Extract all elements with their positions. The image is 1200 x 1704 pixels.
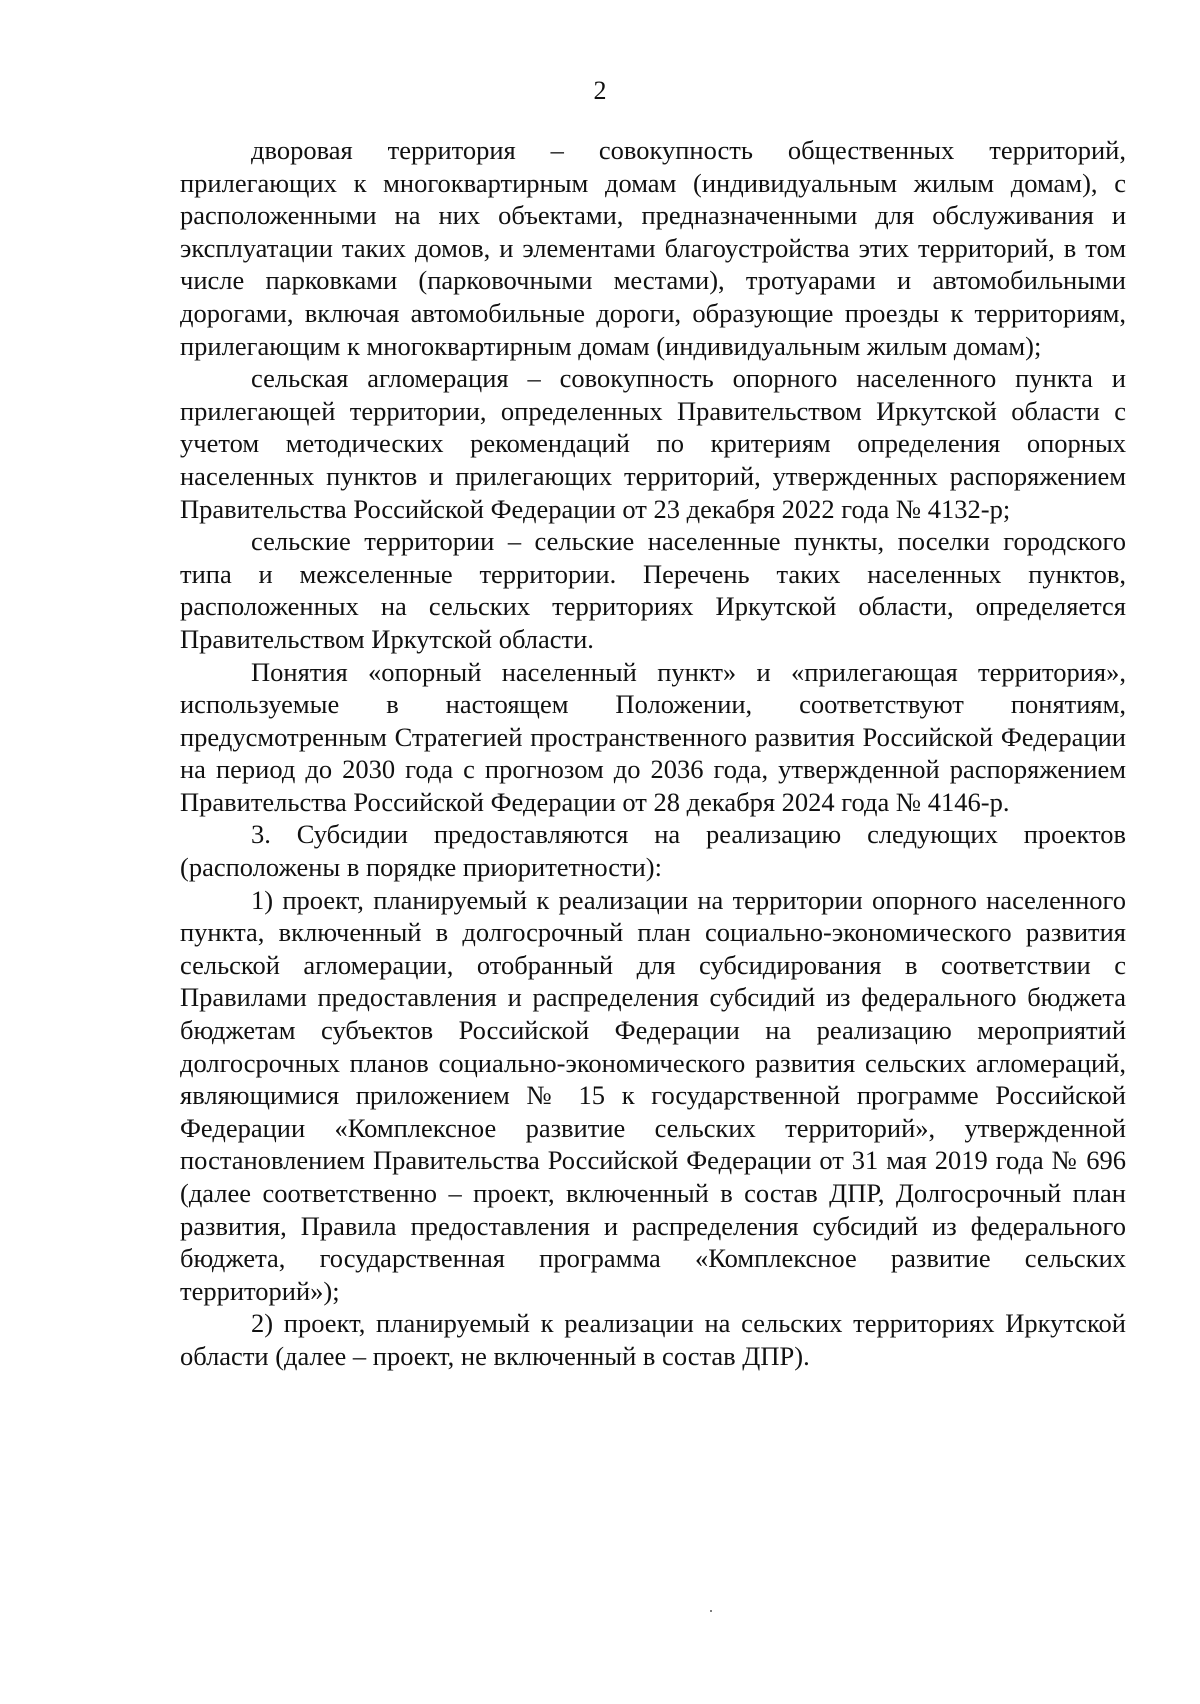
document-body <box>180 134 1126 1373</box>
paragraph-ponyatiya: Понятия «опорный населенный пункт» и «прилегающая территория», используемые в настоящем Положении, соответствуют понятиям, предусмотренным Стратегией пространственного развития Российской Федерации на период до 2030 года с прогнозом до 2036 года, утвержденной распоряжением Правительства Российской Федерации от 28 декабря 2024 года № 4146-р. <box>180 656 1126 817</box>
paragraph-clause-3: 3. Субсидии предоставляются на реализацию следующих проектов (расположены в порядке приоритетности): <box>180 819 1126 883</box>
paragraph-subclause-2: 2) проект, планируемый к реализации на сельских территориях Иркутской области (далее – проект, не включенный в состав ДПР). <box>180 1308 1126 1371</box>
paragraph-selskie-territorii: сельские территории – сельские населенные пункты, поселки городского типа и межселенные территории. Перечень таких населенных пунктов, расположенных на сельских территориях Иркутской области, определяется Правительством Иркутской области. <box>180 526 1126 654</box>
paragraph-subclause-1: 1) проект, планируемый к реализации на территории опорного населенного пункта, включенный в долгосрочный план социально-экономического развития сельской агломерации, отобранный для субсидирования в соответствии с Правилами предоставления и распределения субсидий из федерального бюджета бюджетам субъектов Российской Федерации на реализацию мероприятий долгосрочных планов социально-экономического развития сельских агломераций, являющимися приложением № 15 к государственной программе Российской Федерации «Комплексное развитие сельских территорий», утвержденной постановлением Правительства Российской Федерации от 31 мая 2019 года № 696 (далее соответственно – проект, включенный в состав ДПР, Долгосрочный план развития, Правила предоставления и распределения субсидий из федерального бюджета, государственная программа «Комплексное развитие сельских территорий»); <box>180 884 1126 1306</box>
scan-speck <box>710 1610 712 1612</box>
page-number: 2 <box>593 76 607 105</box>
paragraph-dvorovaya-territoriya: дворовая территория – совокупность общественных территорий, прилегающих к многоквартирным домам (индивидуальным жилым домам), с расположенными на них объектами, предназначенными для обслуживания и эксплуатации таких домов, и элементами благоустройства этих территорий, в том числе парковками (парковочными местами), тротуарами и автомобильными дорогами, включая автомобильные дороги, образующие проезды к территориям, прилегающим к многоквартирным домам (индивидуальным жилым домам); <box>180 135 1126 361</box>
paragraph-selskaya-aglomeratsiya: сельская агломерация – совокупность опорного населенного пункта и прилегающей территории, определенных Правительством Иркутской области с учетом методических рекомендаций по критериям определения опорных населенных пунктов и прилегающих территорий, утвержденных распоряжением Правительства Российской Федерации от 23 декабря 2022 года № 4132-р; <box>180 363 1126 524</box>
